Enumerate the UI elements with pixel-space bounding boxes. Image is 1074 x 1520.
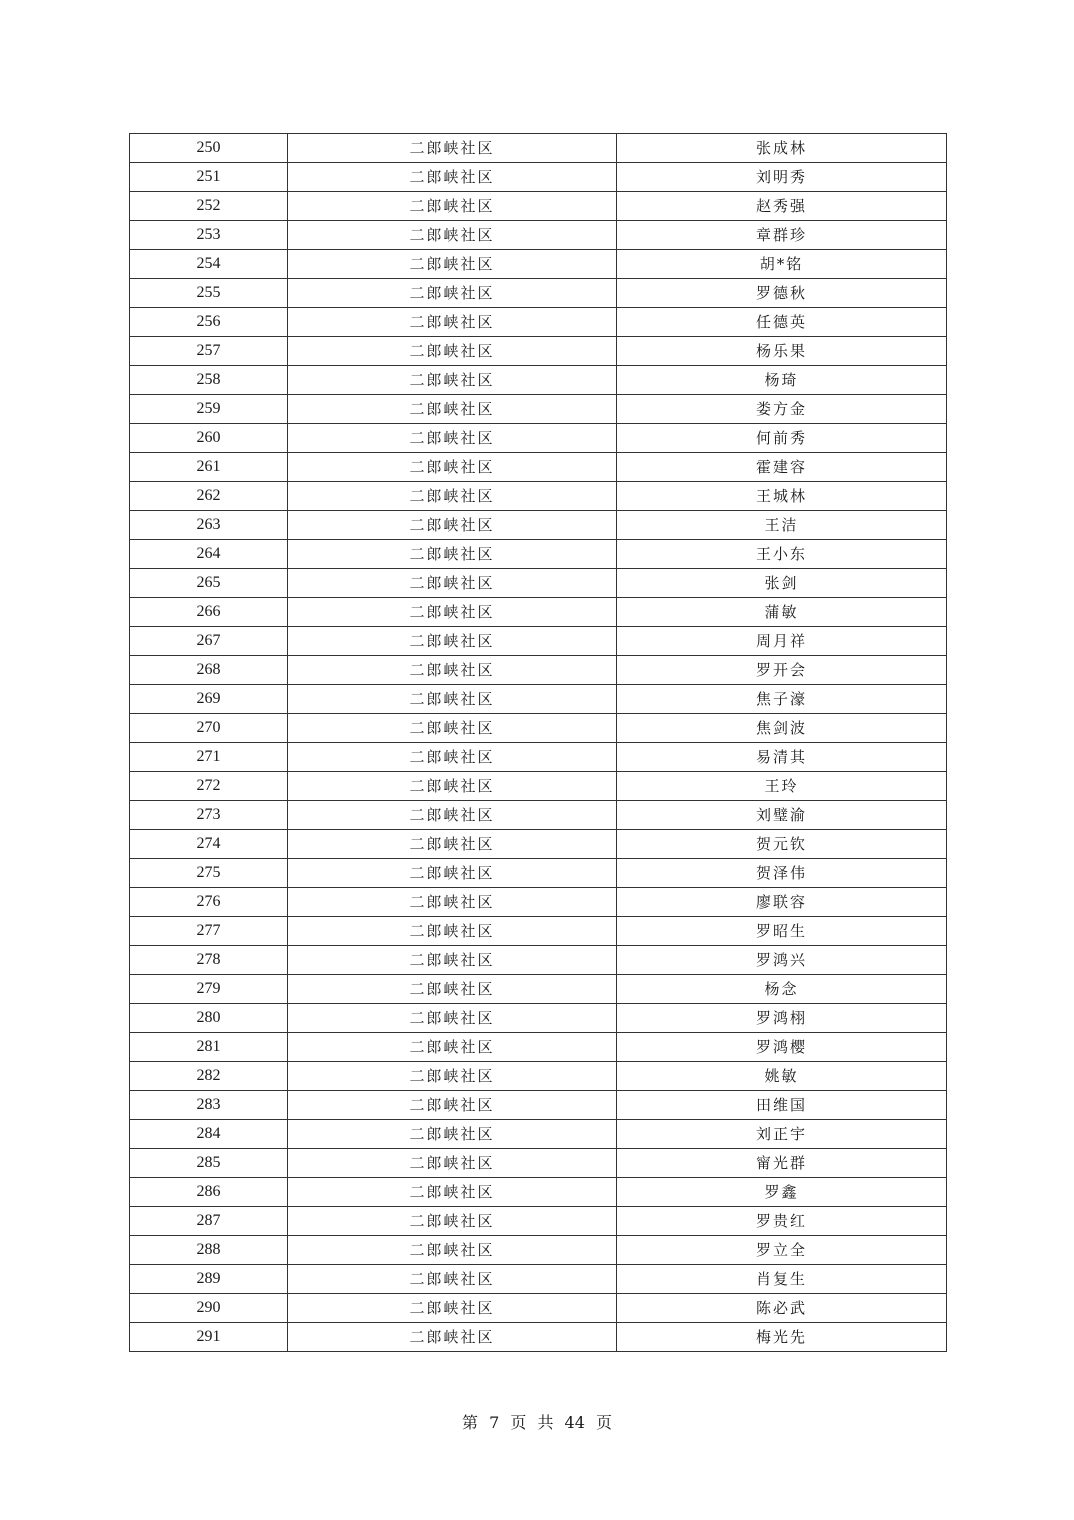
table-row: [130, 975, 947, 1004]
person-name-cell: 霍建容: [617, 453, 947, 482]
community-cell: 二郎峡社区: [288, 1120, 617, 1149]
community-cell: 二郎峡社区: [288, 540, 617, 569]
person-name-cell: 胡*铭: [617, 250, 947, 279]
community-cell: 二郎峡社区: [288, 221, 617, 250]
row-number-cell: 265: [130, 569, 288, 598]
table-row: [130, 598, 947, 627]
community-cell: 二郎峡社区: [288, 1178, 617, 1207]
community-cell: 二郎峡社区: [288, 772, 617, 801]
table-row: [130, 1294, 947, 1323]
row-number-cell: 278: [130, 946, 288, 975]
row-number-cell: 250: [130, 134, 288, 163]
community-cell: 二郎峡社区: [288, 308, 617, 337]
community-cell: 二郎峡社区: [288, 1062, 617, 1091]
person-name-cell: 田维国: [617, 1091, 947, 1120]
table-row: [130, 540, 947, 569]
community-cell: 二郎峡社区: [288, 917, 617, 946]
row-number-cell: 264: [130, 540, 288, 569]
table-row: [130, 888, 947, 917]
community-cell: 二郎峡社区: [288, 830, 617, 859]
person-name-cell: 王洁: [617, 511, 947, 540]
row-number-cell: 286: [130, 1178, 288, 1207]
community-cell: 二郎峡社区: [288, 1149, 617, 1178]
row-number-cell: 289: [130, 1265, 288, 1294]
person-name-cell: 何前秀: [617, 424, 947, 453]
community-cell: 二郎峡社区: [288, 395, 617, 424]
table-row: [130, 192, 947, 221]
community-cell: 二郎峡社区: [288, 134, 617, 163]
table-row: [130, 1004, 947, 1033]
person-name-cell: 张剑: [617, 569, 947, 598]
row-number-cell: 254: [130, 250, 288, 279]
row-number-cell: 271: [130, 743, 288, 772]
row-number-cell: 251: [130, 163, 288, 192]
community-cell: 二郎峡社区: [288, 975, 617, 1004]
row-number-cell: 284: [130, 1120, 288, 1149]
person-name-cell: 罗立全: [617, 1236, 947, 1265]
person-name-cell: 赵秀强: [617, 192, 947, 221]
community-cell: 二郎峡社区: [288, 598, 617, 627]
row-number-cell: 277: [130, 917, 288, 946]
row-number-cell: 269: [130, 685, 288, 714]
row-number-cell: 274: [130, 830, 288, 859]
person-name-cell: 罗鸿兴: [617, 946, 947, 975]
row-number-cell: 268: [130, 656, 288, 685]
page-footer: 第 7 页 共 44 页: [462, 1413, 612, 1432]
table-row: [130, 1062, 947, 1091]
community-cell: 二郎峡社区: [288, 366, 617, 395]
row-number-cell: 258: [130, 366, 288, 395]
table-row: [130, 1265, 947, 1294]
table-row: [130, 569, 947, 598]
row-number-cell: 253: [130, 221, 288, 250]
person-name-cell: 任德英: [617, 308, 947, 337]
person-name-cell: 罗开会: [617, 656, 947, 685]
person-name-cell: 罗鑫: [617, 1178, 947, 1207]
row-number-cell: 255: [130, 279, 288, 308]
person-name-cell: 罗德秋: [617, 279, 947, 308]
table-row: [130, 250, 947, 279]
roster-table: [129, 133, 947, 1352]
table-row: [130, 511, 947, 540]
person-name-cell: 罗鸿栩: [617, 1004, 947, 1033]
row-number-cell: 283: [130, 1091, 288, 1120]
person-name-cell: 周月祥: [617, 627, 947, 656]
table-row: [130, 424, 947, 453]
person-name-cell: 梅光先: [617, 1323, 947, 1352]
table-row: [130, 1120, 947, 1149]
person-name-cell: 肖复生: [617, 1265, 947, 1294]
table-row: [130, 1091, 947, 1120]
table-row: [130, 395, 947, 424]
community-cell: 二郎峡社区: [288, 946, 617, 975]
community-cell: 二郎峡社区: [288, 714, 617, 743]
row-number-cell: 288: [130, 1236, 288, 1265]
person-name-cell: 章群珍: [617, 221, 947, 250]
person-name-cell: 焦剑波: [617, 714, 947, 743]
table-row: [130, 917, 947, 946]
community-cell: 二郎峡社区: [288, 1207, 617, 1236]
row-number-cell: 252: [130, 192, 288, 221]
table-row: [130, 1207, 947, 1236]
table-row: [130, 163, 947, 192]
community-cell: 二郎峡社区: [288, 482, 617, 511]
person-name-cell: 罗鸿樱: [617, 1033, 947, 1062]
row-number-cell: 262: [130, 482, 288, 511]
row-number-cell: 291: [130, 1323, 288, 1352]
table-row: [130, 772, 947, 801]
row-number-cell: 266: [130, 598, 288, 627]
table-row: [130, 859, 947, 888]
person-name-cell: 杨琦: [617, 366, 947, 395]
person-name-cell: 甯光群: [617, 1149, 947, 1178]
row-number-cell: 282: [130, 1062, 288, 1091]
person-name-cell: 姚敏: [617, 1062, 947, 1091]
table-row: [130, 279, 947, 308]
row-number-cell: 272: [130, 772, 288, 801]
community-cell: 二郎峡社区: [288, 685, 617, 714]
community-cell: 二郎峡社区: [288, 1033, 617, 1062]
community-cell: 二郎峡社区: [288, 1265, 617, 1294]
person-name-cell: 罗贵红: [617, 1207, 947, 1236]
community-cell: 二郎峡社区: [288, 627, 617, 656]
table-row: [130, 366, 947, 395]
person-name-cell: 刘璧渝: [617, 801, 947, 830]
table-row: [130, 685, 947, 714]
community-cell: 二郎峡社区: [288, 337, 617, 366]
community-cell: 二郎峡社区: [288, 1004, 617, 1033]
row-number-cell: 261: [130, 453, 288, 482]
row-number-cell: 281: [130, 1033, 288, 1062]
community-cell: 二郎峡社区: [288, 1236, 617, 1265]
table-row: [130, 1178, 947, 1207]
community-cell: 二郎峡社区: [288, 743, 617, 772]
row-number-cell: 270: [130, 714, 288, 743]
community-cell: 二郎峡社区: [288, 859, 617, 888]
community-cell: 二郎峡社区: [288, 888, 617, 917]
person-name-cell: 张成林: [617, 134, 947, 163]
table-row: [130, 1236, 947, 1265]
community-cell: 二郎峡社区: [288, 1091, 617, 1120]
roster-table-body: [130, 134, 947, 1352]
table-row: [130, 743, 947, 772]
table-row: [130, 308, 947, 337]
row-number-cell: 290: [130, 1294, 288, 1323]
table-row: [130, 627, 947, 656]
row-number-cell: 285: [130, 1149, 288, 1178]
table-row: [130, 134, 947, 163]
row-number-cell: 279: [130, 975, 288, 1004]
person-name-cell: 杨乐果: [617, 337, 947, 366]
row-number-cell: 287: [130, 1207, 288, 1236]
table-row: [130, 221, 947, 250]
person-name-cell: 王小东: [617, 540, 947, 569]
community-cell: 二郎峡社区: [288, 192, 617, 221]
person-name-cell: 焦子濠: [617, 685, 947, 714]
person-name-cell: 罗昭生: [617, 917, 947, 946]
person-name-cell: 易清其: [617, 743, 947, 772]
table-row: [130, 1033, 947, 1062]
row-number-cell: 259: [130, 395, 288, 424]
row-number-cell: 263: [130, 511, 288, 540]
table-row: [130, 656, 947, 685]
person-name-cell: 刘正宇: [617, 1120, 947, 1149]
community-cell: 二郎峡社区: [288, 279, 617, 308]
table-row: [130, 830, 947, 859]
row-number-cell: 280: [130, 1004, 288, 1033]
community-cell: 二郎峡社区: [288, 424, 617, 453]
community-cell: 二郎峡社区: [288, 1323, 617, 1352]
row-number-cell: 256: [130, 308, 288, 337]
person-name-cell: 陈必武: [617, 1294, 947, 1323]
person-name-cell: 贺元钦: [617, 830, 947, 859]
community-cell: 二郎峡社区: [288, 163, 617, 192]
person-name-cell: 王城林: [617, 482, 947, 511]
community-cell: 二郎峡社区: [288, 250, 617, 279]
person-name-cell: 王玲: [617, 772, 947, 801]
person-name-cell: 廖联容: [617, 888, 947, 917]
person-name-cell: 杨念: [617, 975, 947, 1004]
community-cell: 二郎峡社区: [288, 569, 617, 598]
community-cell: 二郎峡社区: [288, 511, 617, 540]
row-number-cell: 260: [130, 424, 288, 453]
community-cell: 二郎峡社区: [288, 1294, 617, 1323]
table-row: [130, 1323, 947, 1352]
person-name-cell: 蒲敏: [617, 598, 947, 627]
table-row: [130, 482, 947, 511]
table-row: [130, 714, 947, 743]
table-row: [130, 1149, 947, 1178]
person-name-cell: 贺泽伟: [617, 859, 947, 888]
community-cell: 二郎峡社区: [288, 656, 617, 685]
person-name-cell: 娄方金: [617, 395, 947, 424]
table-row: [130, 337, 947, 366]
table-row: [130, 453, 947, 482]
row-number-cell: 273: [130, 801, 288, 830]
row-number-cell: 275: [130, 859, 288, 888]
table-row: [130, 801, 947, 830]
table-row: [130, 946, 947, 975]
row-number-cell: 257: [130, 337, 288, 366]
community-cell: 二郎峡社区: [288, 801, 617, 830]
community-cell: 二郎峡社区: [288, 453, 617, 482]
row-number-cell: 276: [130, 888, 288, 917]
row-number-cell: 267: [130, 627, 288, 656]
person-name-cell: 刘明秀: [617, 163, 947, 192]
